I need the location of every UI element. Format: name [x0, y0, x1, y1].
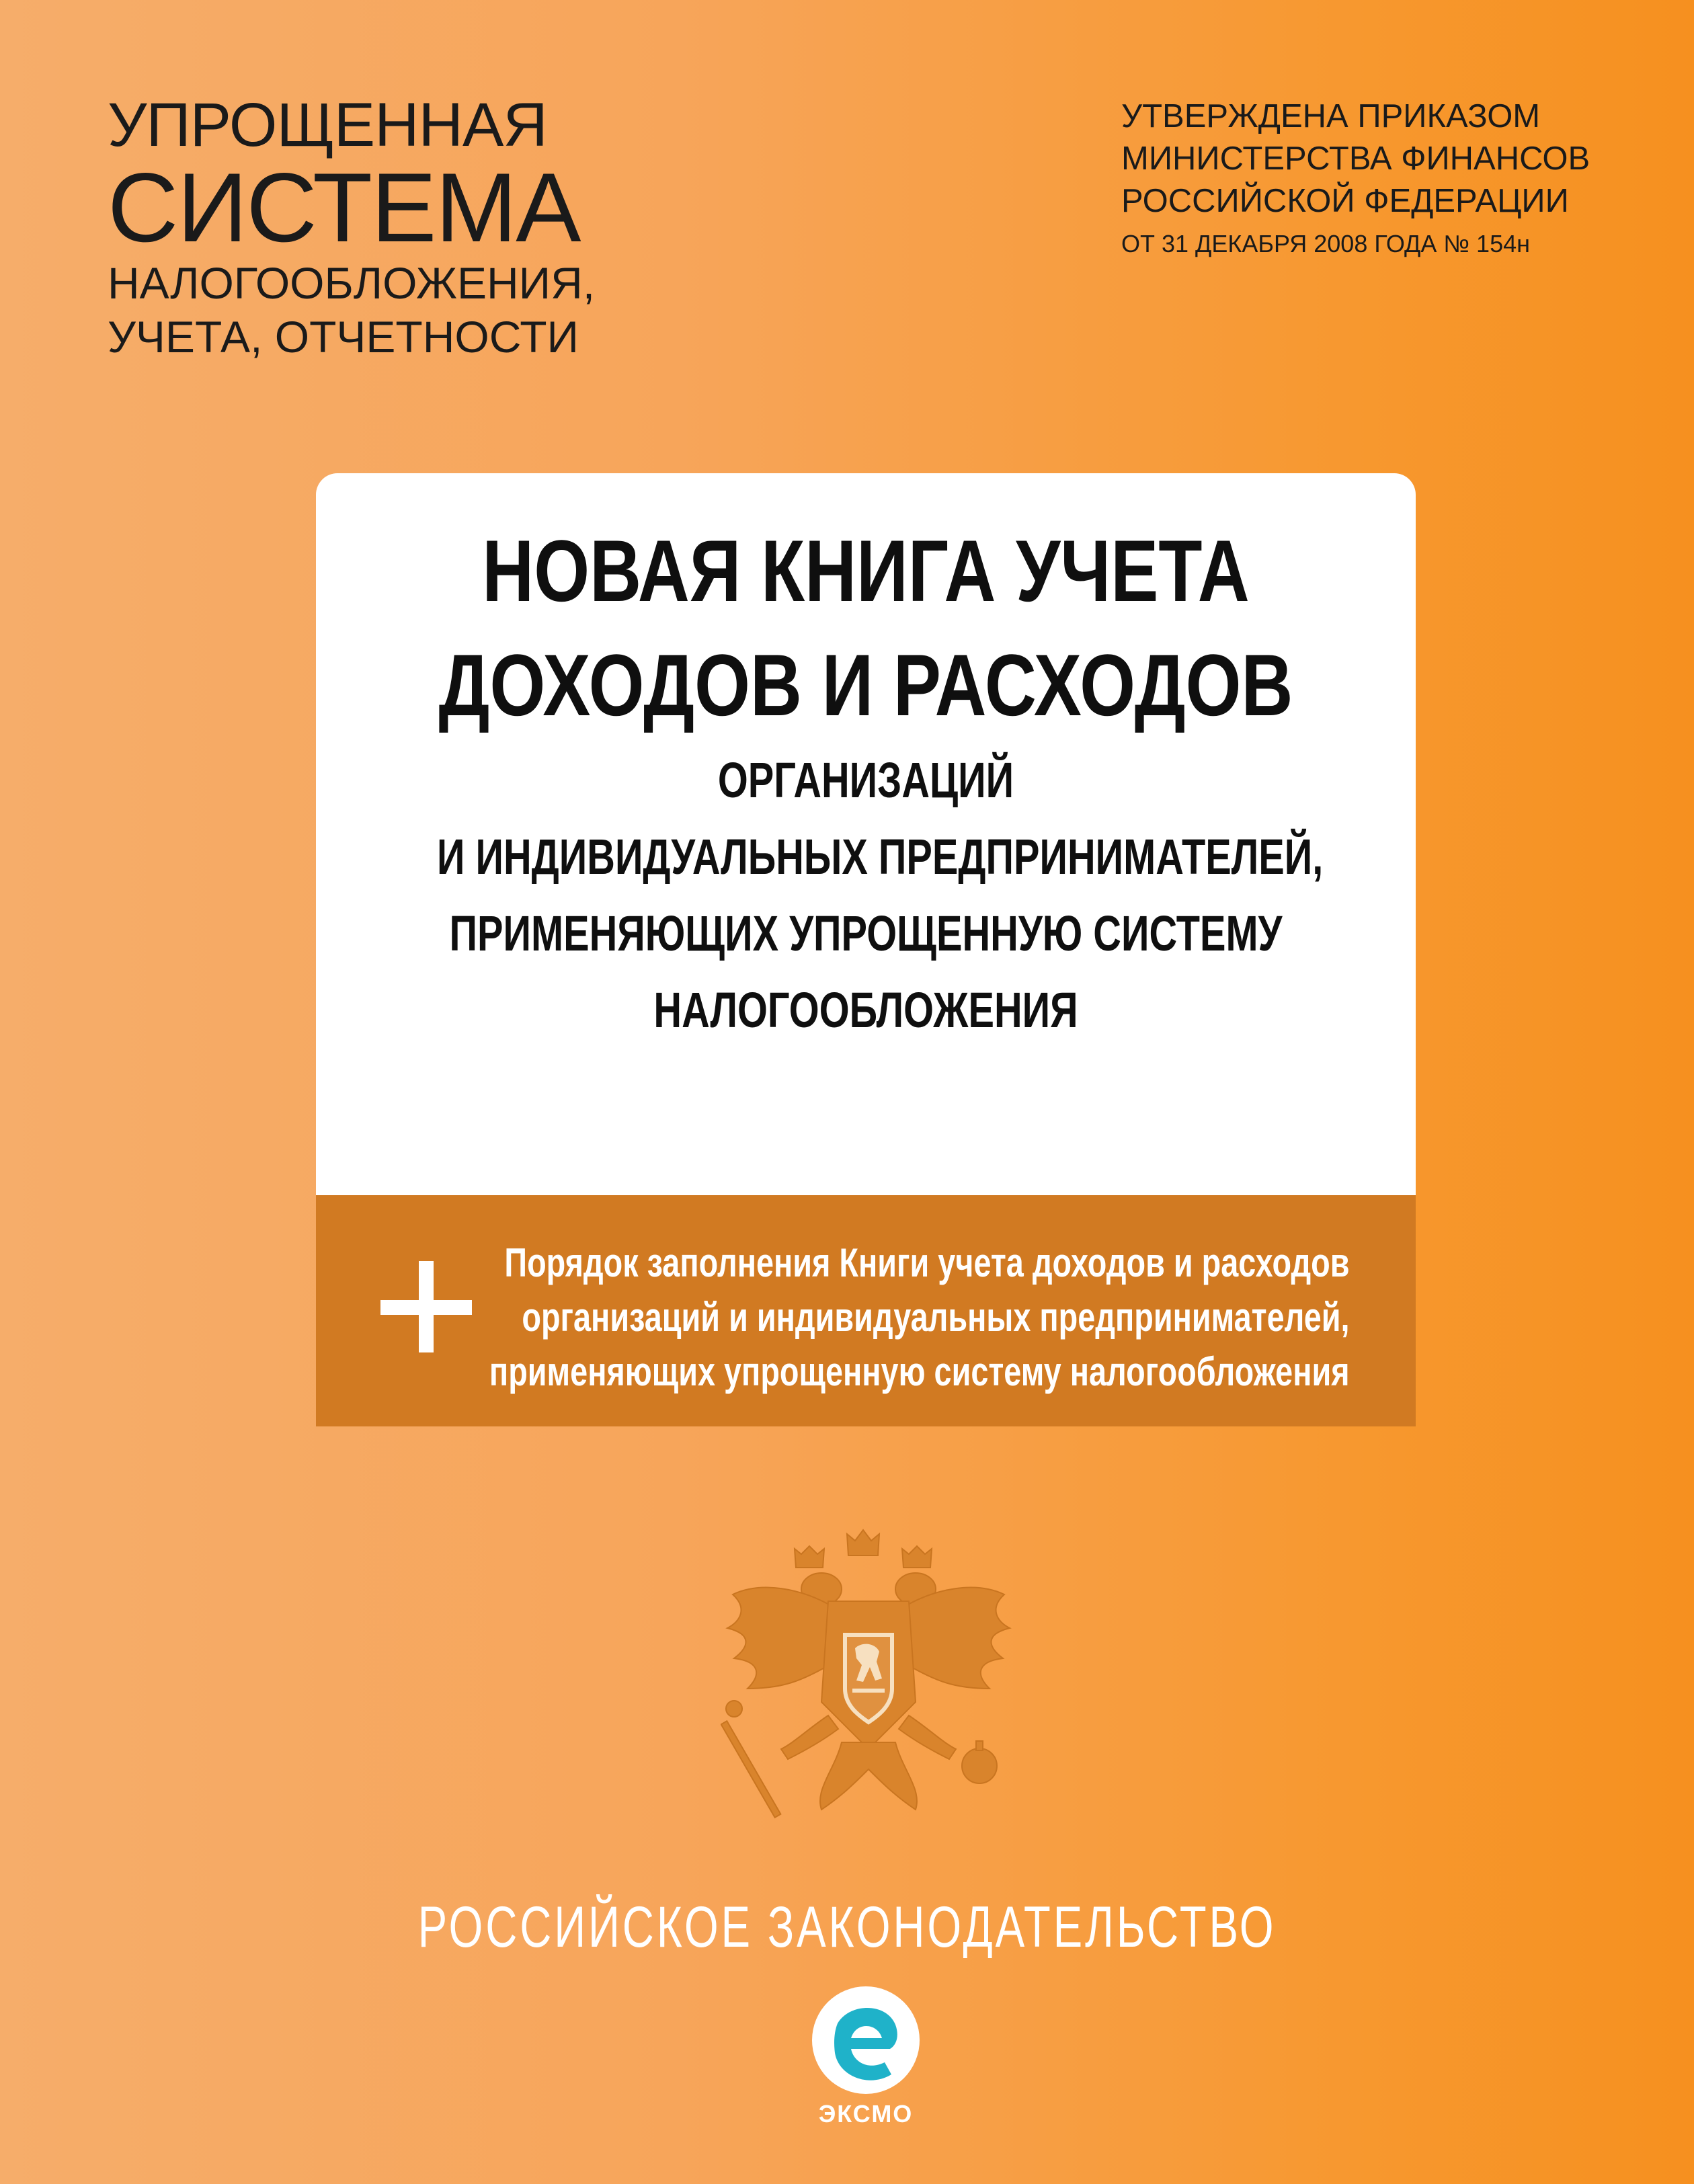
collection-title	[0, 1890, 1694, 1964]
supplement-line-1: Порядок заполнения Книги учета доходов и расходов	[504, 1240, 1350, 1285]
book-subtitle-line-1: ОРГАНИЗАЦИЙ	[717, 752, 1014, 808]
collection-title-text: РОССИЙСКОЕ ЗАКОНОДАТЕЛЬСТВО	[417, 1895, 1277, 1959]
eksmo-logo-icon	[812, 1983, 920, 2097]
series-title-line-4: УЧЕТА, ОТЧЕТНОСТИ	[108, 312, 579, 362]
publisher-name: ЭКСМО	[818, 2100, 914, 2128]
series-title-line-3: НАЛОГООБЛОЖЕНИЯ,	[108, 258, 596, 308]
supplement-line-2: организаций и индивидуальных предпринимателей,	[522, 1295, 1350, 1340]
series-title-line-1: УПРОЩЕННАЯ	[108, 91, 547, 159]
approval-note	[1121, 95, 1632, 265]
book-subtitle-line-4: НАЛОГООБЛОЖЕНИЯ	[653, 982, 1078, 1038]
coat-of-arms-icon	[721, 1527, 1016, 1863]
approval-line-3: РОССИЙСКОЙ ФЕДЕРАЦИИ	[1121, 183, 1569, 219]
book-title-line-1: НОВАЯ КНИГА УЧЕТА	[482, 522, 1250, 620]
supplement-line-3: применяющих упрощенную систему налогообложения	[489, 1349, 1350, 1394]
book-subtitle-line-3: ПРИМЕНЯЮЩИХ УПРОЩЕННУЮ СИСТЕМУ	[449, 905, 1283, 961]
approval-line-1: УТВЕРЖДЕНА ПРИКАЗОМ	[1121, 98, 1541, 134]
series-title-line-2: СИСТЕМА	[108, 153, 580, 262]
book-subtitle-line-2: И ИНДИВИДУАЛЬНЫХ ПРЕДПРИНИМАТЕЛЕЙ,	[436, 829, 1324, 885]
plus-icon	[380, 1261, 472, 1352]
supplement-band	[316, 1195, 1416, 1426]
approval-line-4: ОТ 31 ДЕКАБРЯ 2008 ГОДА № 154н	[1121, 230, 1530, 257]
supplement-text	[489, 1236, 1350, 1399]
title-panel	[316, 473, 1416, 1195]
book-title-line-2: ДОХОДОВ И РАСХОДОВ	[438, 636, 1293, 734]
approval-line-2: МИНИСТЕРСТВА ФИНАНСОВ	[1121, 140, 1590, 177]
series-title	[108, 91, 596, 362]
